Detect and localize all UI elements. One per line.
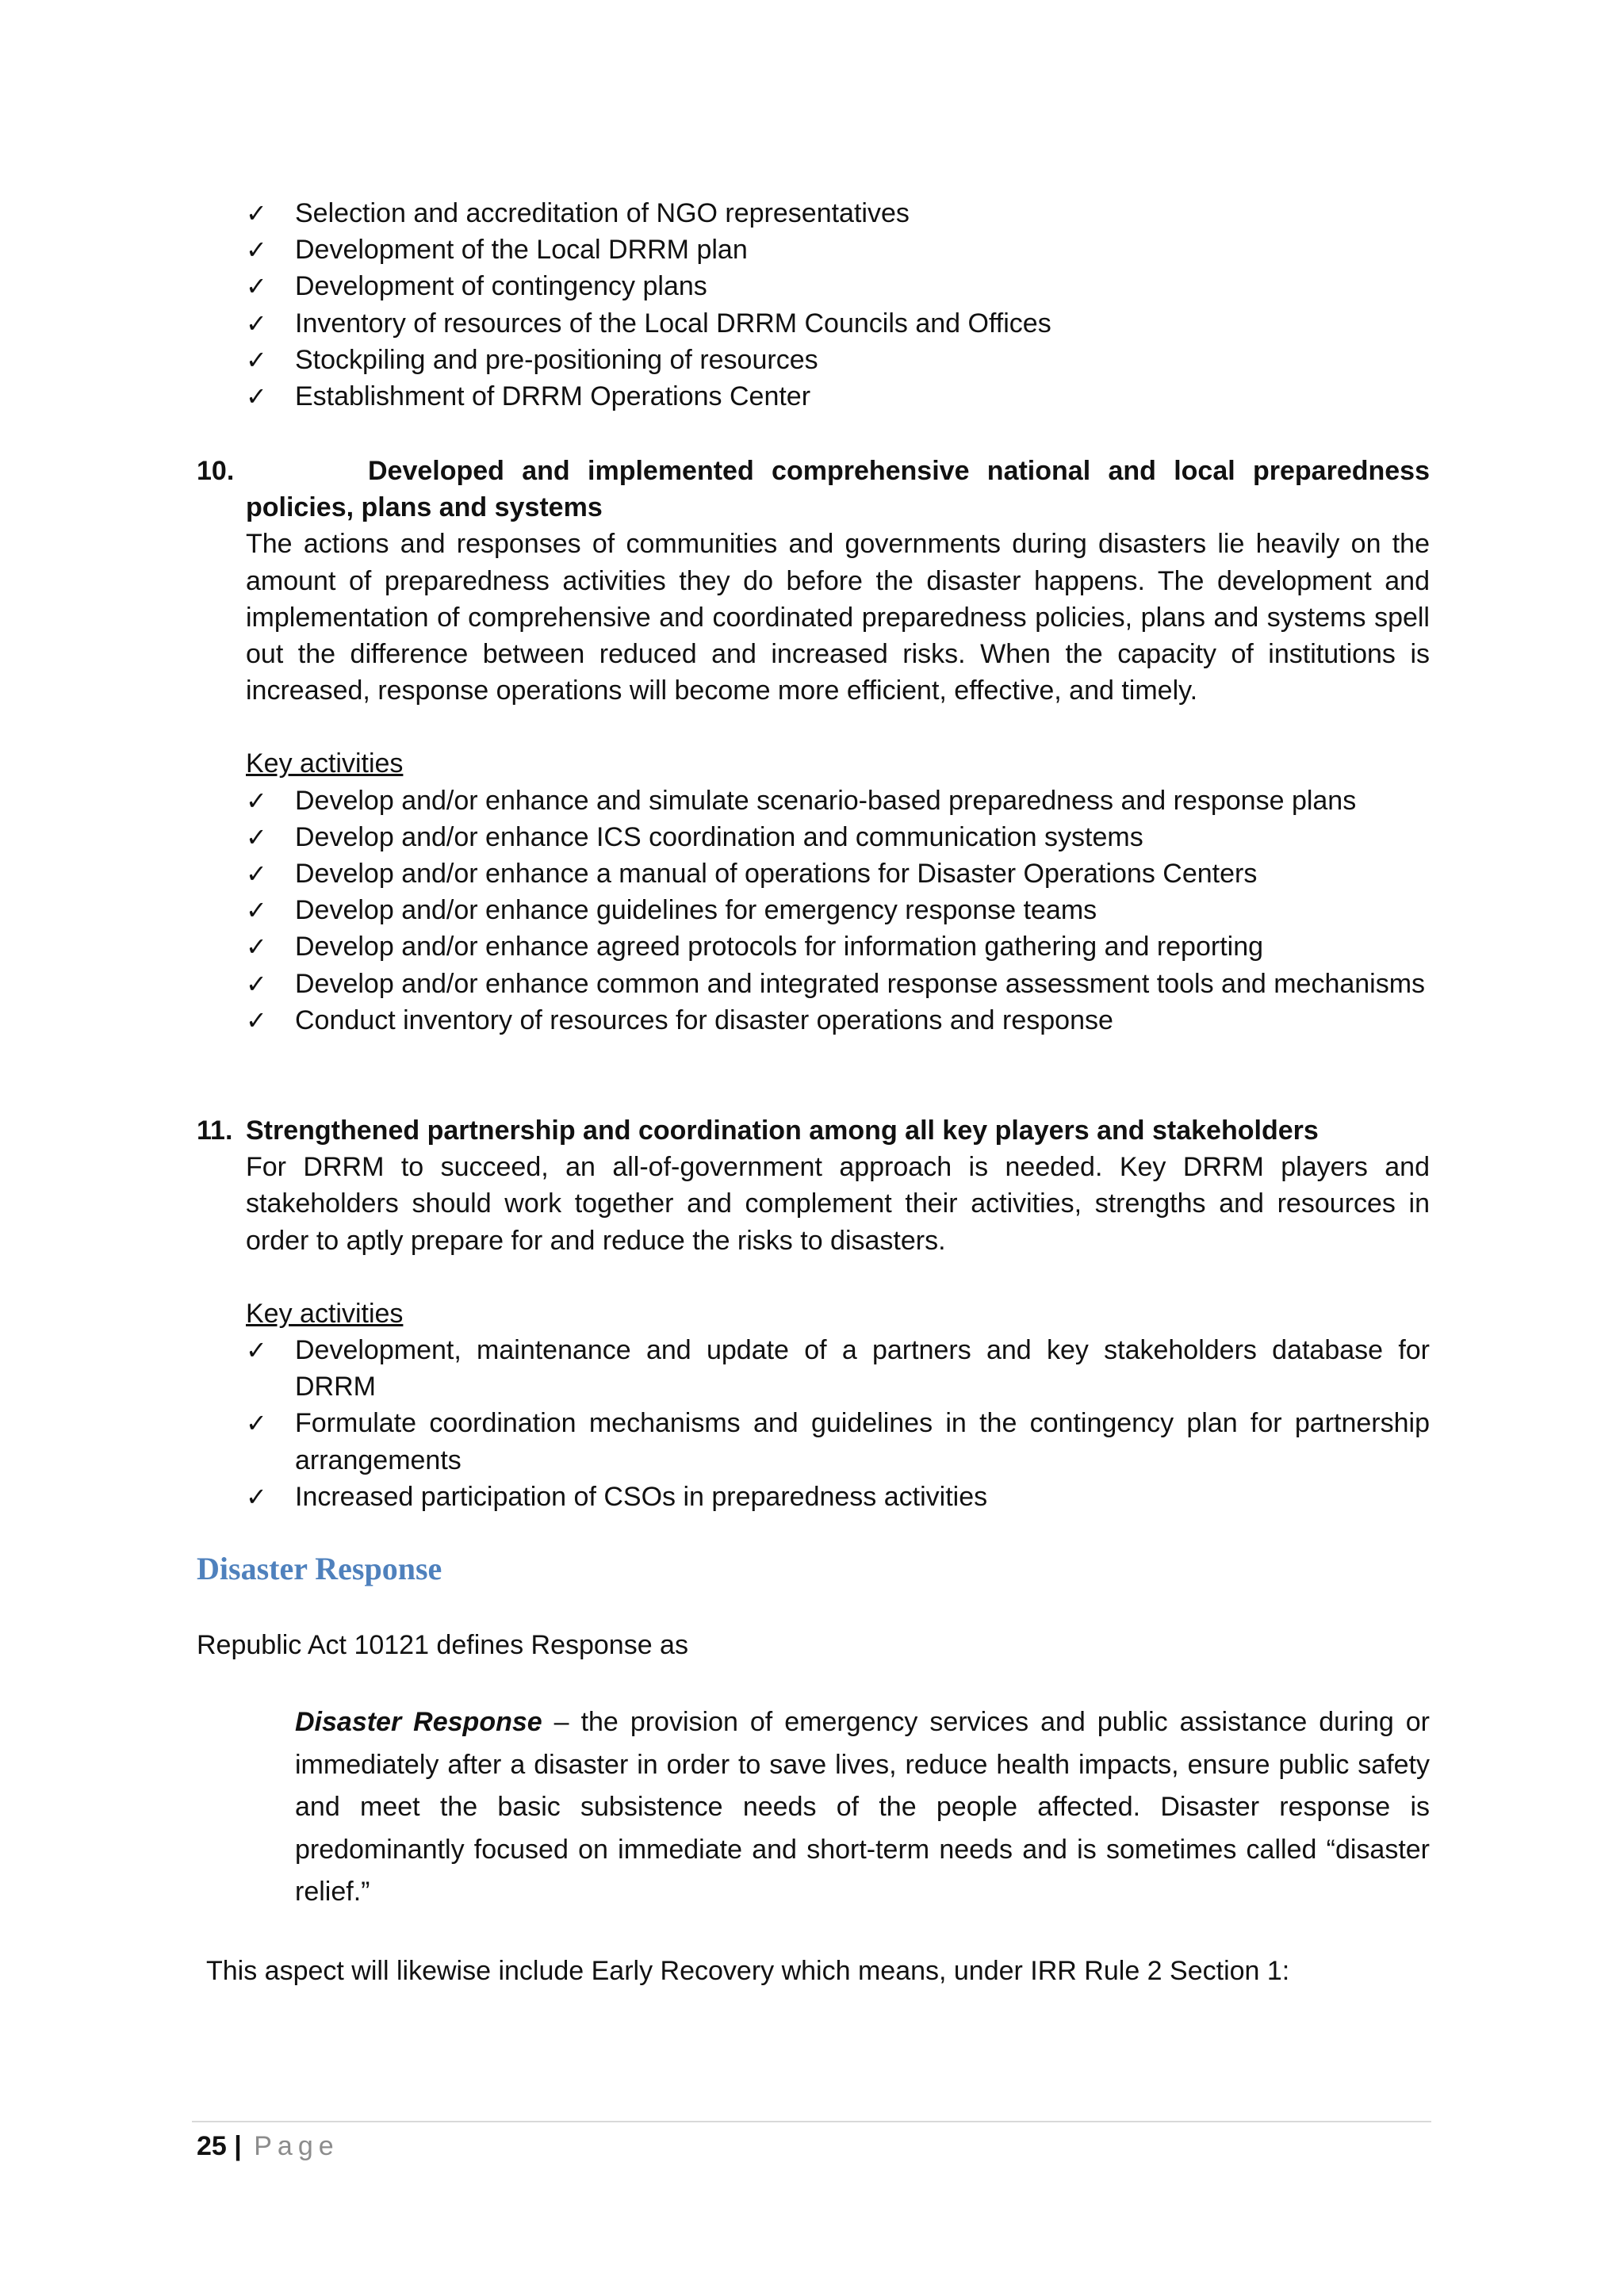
check-icon: ✓: [246, 785, 267, 816]
disaster-response-intro: Republic Act 10121 defines Response as: [197, 1630, 688, 1660]
check-icon: ✓: [246, 235, 267, 266]
page-number: 25: [197, 2131, 227, 2161]
checklist-item: [197, 378, 1430, 415]
checklist-item-text: Establishment of DRRM Operations Center: [295, 381, 811, 412]
section-11-number: 11.: [197, 1115, 233, 1146]
section-11-body: For DRRM to succeed, an all-of-government approach is needed. Key DRRM players and stakeholders should work together and complement their activities, strengths and resources in order to aptly prepare for and reduce the risks to disasters.: [246, 1152, 1430, 1256]
check-icon: ✓: [246, 1481, 267, 1512]
section-10: [197, 453, 1430, 1039]
check-icon: ✓: [246, 968, 267, 999]
check-icon: ✓: [246, 198, 267, 228]
checklist-item: [197, 892, 1430, 928]
checklist-item: [197, 928, 1430, 965]
checklist-item-text: Formulate coordination mechanisms and guidelines in the contingency plan for partnership arrangements: [295, 1408, 1430, 1475]
check-icon: ✓: [246, 308, 267, 339]
section-10-content: [246, 453, 1430, 783]
checklist-item-text: Development of contingency plans: [295, 271, 707, 302]
top-checklist-items: [197, 195, 1430, 415]
checklist-item: [197, 195, 1430, 232]
check-icon: ✓: [246, 859, 267, 890]
footer-divider: [192, 2121, 1431, 2122]
section-11: [197, 1112, 1430, 1515]
checklist-item: [197, 268, 1430, 304]
checklist-item: [197, 783, 1430, 819]
check-icon: ✓: [246, 821, 267, 852]
section-10-body: The actions and responses of communities and governments during disasters lie heavily on the amount of preparedness activities they do before the disaster happens. The development and implementation of comprehensive and coordinated preparedness policies, plans and systems spell out the difference between reduced and increased risks. When the capacity of institutions is increased, response operations will become more efficient, effective, and timely.: [246, 529, 1430, 706]
checklist-item-text: Stockpiling and pre-positioning of resources: [295, 344, 818, 375]
page-footer: [197, 2128, 339, 2164]
section-10-title: Developed and implemented comprehensive national and local preparedness policies, plans and systems: [246, 456, 1430, 523]
early-recovery-line: This aspect will likewise include Early Recovery which means, under IRR Rule 2 Section 1:: [206, 1956, 1290, 1986]
checklist-item: [197, 855, 1430, 892]
checklist-item: [197, 966, 1430, 1002]
disaster-response-heading: Disaster Response: [197, 1551, 442, 1586]
checklist-item-text: Conduct inventory of resources for disaster operations and response: [295, 1004, 1113, 1035]
checklist-item: [197, 1332, 1430, 1405]
check-icon: ✓: [246, 1408, 267, 1439]
definition-text: – the provision of emergency services and public assistance during or immediately after a disaster in order to save lives, reduce health impacts, ensure public safety and meet the basic subsistence needs of the people affected. Disaster response is predominantly focused on immediate and short-term needs and is sometimes called “disaster relief.”: [295, 1707, 1430, 1907]
checklist-item-text: Selection and accreditation of NGO representatives: [295, 198, 910, 228]
check-icon: ✓: [246, 1335, 267, 1366]
checklist-item: [197, 1405, 1430, 1478]
check-icon: ✓: [246, 1004, 267, 1035]
checklist-item-text: Development of the Local DRRM plan: [295, 235, 748, 266]
checklist-item-text: Develop and/or enhance common and integrated response assessment tools and mechanisms: [295, 968, 1426, 999]
section-11-activities: [197, 1332, 1430, 1515]
footer-separator: |: [234, 2131, 242, 2161]
check-icon: ✓: [246, 381, 267, 412]
checklist-item: [197, 819, 1430, 855]
checklist-item-text: Develop and/or enhance guidelines for emergency response teams: [295, 895, 1097, 926]
checklist-item: [197, 342, 1430, 378]
checklist-item: [197, 232, 1430, 268]
top-checklist: [197, 195, 1430, 415]
section-10-activities: [197, 783, 1430, 1039]
checklist-item: [197, 1479, 1430, 1515]
checklist-item-text: Develop and/or enhance agreed protocols for information gathering and reporting: [295, 932, 1264, 962]
check-icon: ✓: [246, 895, 267, 926]
section-11-title: Strengthened partnership and coordination among all key players and stakeholders: [246, 1115, 1319, 1146]
check-icon: ✓: [246, 344, 267, 375]
definition-term: Disaster Response: [295, 1707, 542, 1737]
checklist-item: [197, 1002, 1430, 1039]
section-10-key-activities-label: Key activities: [246, 748, 404, 779]
page-label: Page: [254, 2131, 339, 2161]
checklist-item-text: Increased participation of CSOs in preparedness activities: [295, 1481, 988, 1512]
check-icon: ✓: [246, 271, 267, 302]
section-11-key-activities-label: Key activities: [246, 1298, 404, 1329]
checklist-item-text: Develop and/or enhance a manual of operations for Disaster Operations Centers: [295, 859, 1258, 890]
disaster-response-definition: [295, 1701, 1430, 1914]
checklist-item-text: Inventory of resources of the Local DRRM Councils and Offices: [295, 308, 1051, 339]
section-10-number: 10.: [197, 456, 235, 486]
check-icon: ✓: [246, 932, 267, 962]
checklist-item-text: Develop and/or enhance and simulate scenario-based preparedness and response plans: [295, 785, 1357, 816]
checklist-item: [197, 305, 1430, 342]
checklist-item-text: Development, maintenance and update of a partners and key stakeholders database for DRRM: [295, 1335, 1430, 1402]
section-11-content: [246, 1112, 1430, 1332]
checklist-item-text: Develop and/or enhance ICS coordination and communication systems: [295, 821, 1143, 852]
